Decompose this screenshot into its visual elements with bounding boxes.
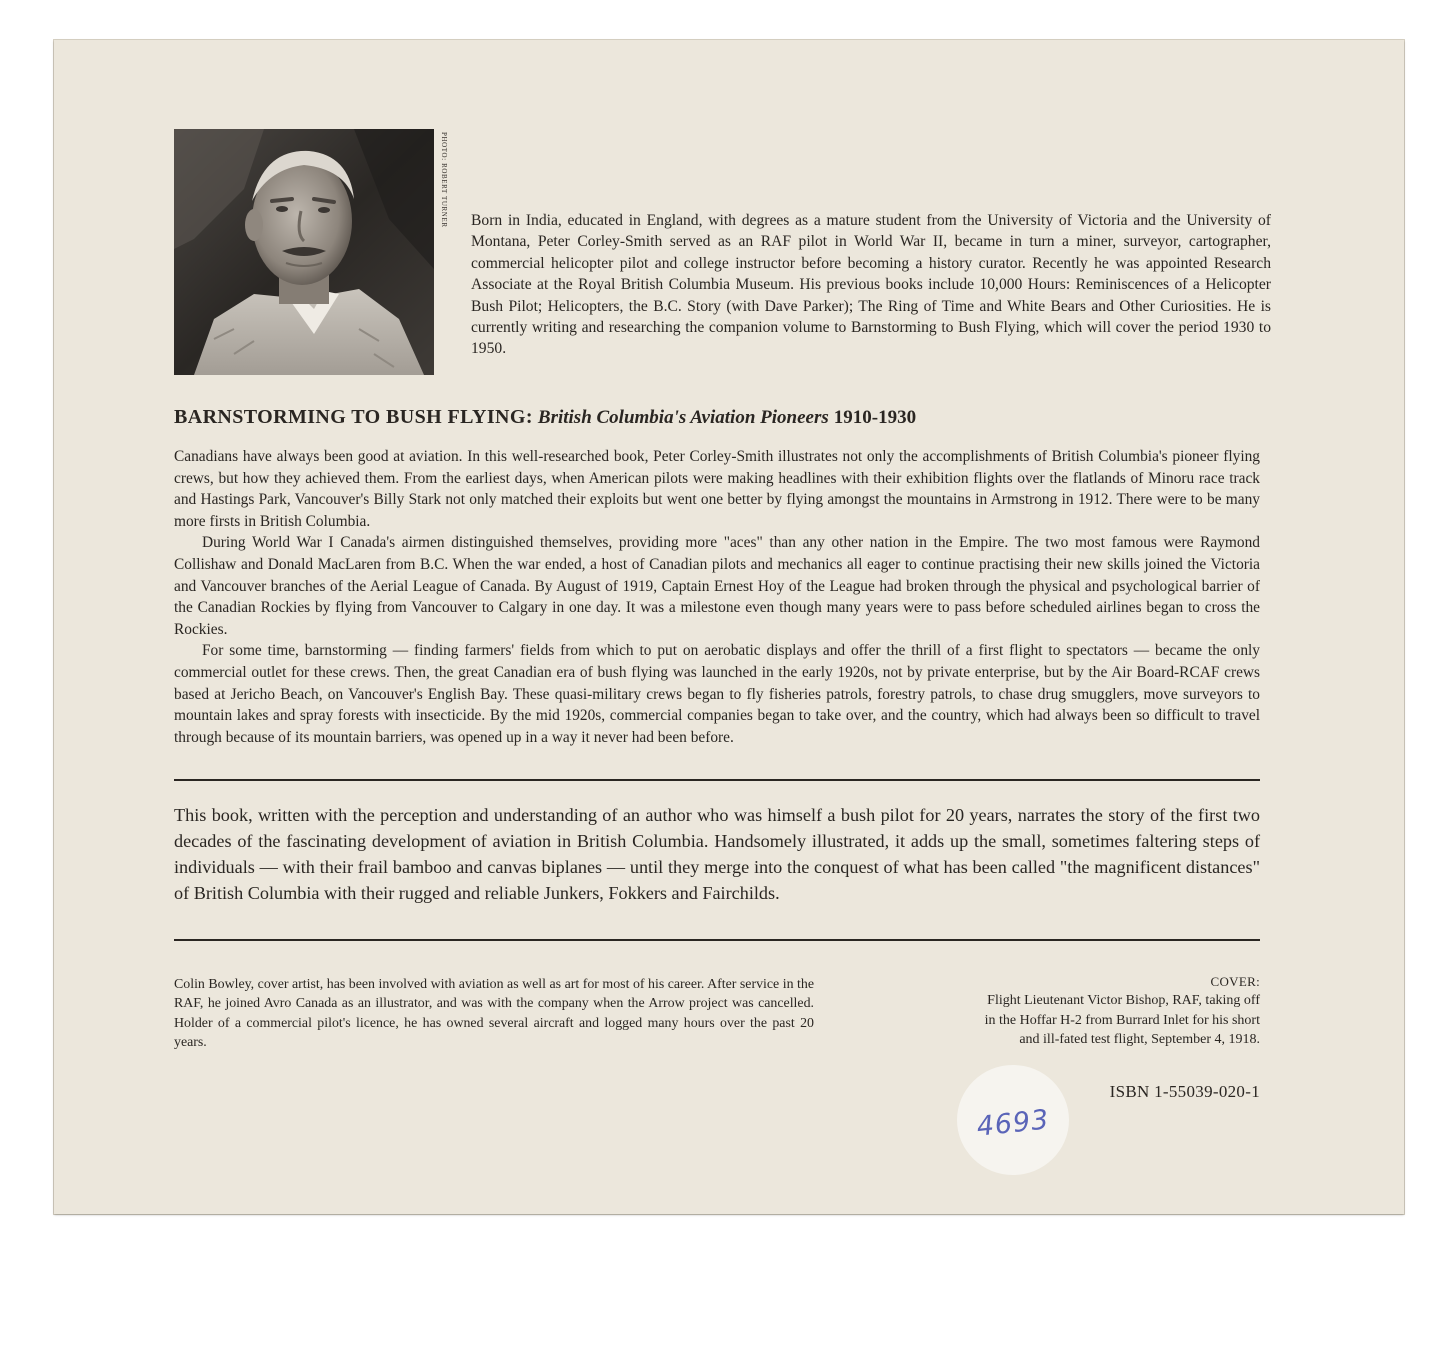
handwritten-number: 4693 xyxy=(975,1104,1051,1143)
divider-rule xyxy=(174,939,1260,941)
cover-caption-label: COVER: xyxy=(1210,974,1260,989)
author-photo xyxy=(174,129,434,375)
author-portrait-image xyxy=(174,129,434,375)
photo-credit: PHOTO: ROBERT TURNER xyxy=(440,132,448,228)
cover-caption-line: in the Hoffar H-2 from Burrard Inlet for his short xyxy=(984,1012,1260,1028)
cover-caption xyxy=(834,972,1260,1050)
description-paragraph: Canadians have always been good at aviation. In this well-researched book, Peter Corley-Smith illustrates not only the accomplishments of British Columbia's pioneer flying crews, but how they achieved them. From the earliest days, when American pilots were making headlines with their exhibition flights over the flatlands of Minoru race track and Hastings Park, Vancouver's Billy Stark not only matched their exploits but went one better by flying amongst the mountains in Armstrong in 1912. There were to be many more firsts in British Columbia. xyxy=(174,448,1260,530)
cover-artist-note: Colin Bowley, cover artist, has been involved with aviation as well as art for most of his career. After service in the RAF, he joined Avro Canada as an illustrator, and was with the company when the Arrow project was cancelled. Holder of a commercial pilot's licence, he has owned several aircraft and logged many hours over the past 20 years. xyxy=(174,977,814,1051)
book-title xyxy=(174,406,1274,429)
divider-rule xyxy=(174,779,1260,781)
title-main: BARNSTORMING TO BUSH FLYING: xyxy=(174,406,533,428)
book-summary: This book, written with the perception and understanding of an author who was himself a bush pilot for 20 years, narrates the story of the first two decades of the fascinating development of aviation in British Columbia. Handsomely illustrated, it adds up the small, sometimes faltering steps of individuals — with their frail bamboo and canvas biplanes — until they merge into the conquest of what has been called "the magnificent distances" of British Columbia with their rugged and reliable Junkers, Fokkers and Fairchilds. xyxy=(174,805,1260,903)
description-paragraph: During World War I Canada's airmen distinguished themselves, providing more "aces" than any other nation in the Empire. The two most famous were Raymond Collishaw and Donald MacLaren from B.C. When the war ended, a host of Canadian pilots and mechanics all eager to continue practising their new skills joined the Victoria and Vancouver branches of the Aerial League of Canada. By August of 1919, Captain Ernest Hoy of the League had broken through the physical and psychological barrier of the Canadian Rockies by flying from Vancouver to Calgary in one day. It was a milestone even though many years were to pass before scheduled airlines began to cross the Rockies. xyxy=(174,534,1260,638)
title-subtitle: British Columbia's Aviation Pioneers xyxy=(537,407,829,428)
book-description xyxy=(174,446,1260,748)
cover-caption-line: and ill-fated test flight, September 4, 1918. xyxy=(1019,1032,1260,1048)
isbn: ISBN 1-55039-020-1 xyxy=(1109,1082,1260,1101)
author-bio: Born in India, educated in England, with degrees as a mature student from the University of Victoria and the University of Montana, Peter Corley-Smith served as an RAF pilot in World War II, became in turn a miner, surveyor, cartographer, commercial helicopter pilot and college instructor before becoming a history curator. Recently he was appointed Research Associate at the Royal British Columbia Museum. His previous books include 10,000 Hours: Reminiscences of a Helicopter Bush Pilot; Helicopters, the B.C. Story (with Dave Parker); The Ring of Time and White Bears and Other Curiosities. He is currently writing and researching the companion volume to Barnstorming to Bush Flying, which will cover the period 1930 to 1950. xyxy=(471,212,1271,358)
title-years: 1910-1930 xyxy=(833,407,917,428)
cover-caption-line: Flight Lieutenant Victor Bishop, RAF, taking off xyxy=(987,993,1260,1009)
description-paragraph: For some time, barnstorming — finding farmers' fields from which to put on aerobatic displays and offer the thrill of a first flight to spectators — became the only commercial outlet for these crews. Then, the great Canadian era of bush flying was launched in the early 1920s, not by private enterprise, but by the Air Board-RCAF crews based at Jericho Beach, on Vancouver's English Bay. These quasi-military crews began to fly fisheries patrols, forestry patrols, to chase drug smugglers, move surveyors to mountain lakes and spray forests with insecticide. By the mid 1920s, commercial companies began to take over, and the country, which had always been so difficult to travel through because of its mountain barriers, was opened up in a way it never had been before. xyxy=(174,642,1260,746)
book-back-cover xyxy=(54,40,1404,1214)
